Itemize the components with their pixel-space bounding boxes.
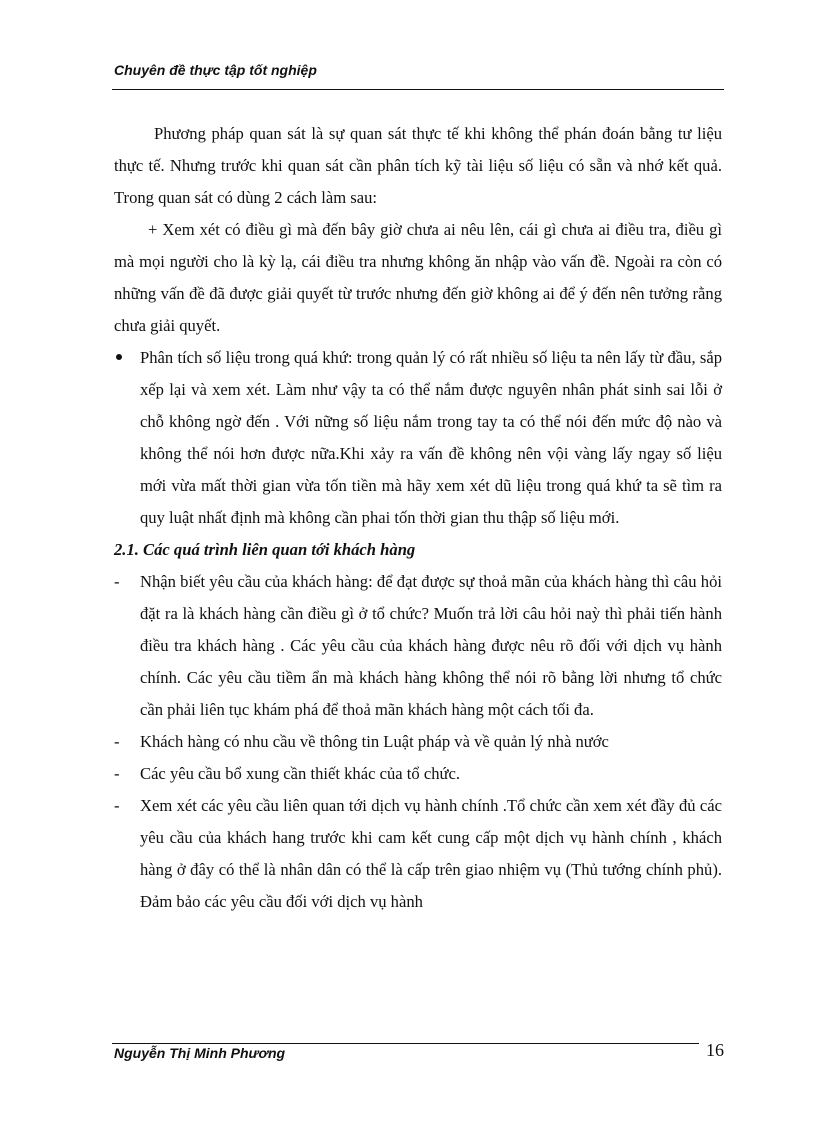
bullet-list-item: [114, 342, 722, 534]
footer-author: Nguyễn Thị Minh Phương: [114, 1045, 286, 1061]
dash-item-text: Các yêu cầu bổ xung cần thiết khác của tổ chức.: [140, 764, 460, 783]
dash-marker: -: [114, 572, 120, 591]
intro-paragraph: Phương pháp quan sát là sự quan sát thực tế khi không thể phán đoán bằng tư liệu thực tế. Nhưng trước khi quan sát cần phân tích kỹ tài liệu số liệu có sẵn và nhớ kết quả. Trong quan sát có dùng 2 cách làm sau:: [114, 124, 722, 207]
dash-list-item: [114, 726, 722, 758]
dash-list-item: [114, 790, 722, 918]
dash-marker: -: [114, 796, 120, 815]
page-number: 16: [706, 1040, 724, 1060]
dash-list-item: [114, 566, 722, 726]
dash-list-item: [114, 758, 722, 790]
dash-marker: -: [114, 732, 120, 751]
dash-item-text: Xem xét các yêu cầu liên quan tới dịch vụ hành chính .Tổ chức cần xem xét đầy đủ các yêu cầu của khách hang trước khi cam kết cung cấp một dịch vụ hành chính , khách hàng ở đây có thể là nhân dân có thể là cấp trên giao nhiệm vụ (Thủ tướng chính phủ). Đảm bảo các yêu cầu đối với dịch vụ hành: [140, 796, 722, 911]
header-divider: [112, 89, 724, 90]
section-heading: 2.1. Các quá trình liên quan tới khách hàng: [114, 540, 416, 559]
plus-item-paragraph: + Xem xét có điều gì mà đến bây giờ chưa ai nêu lên, cái gì chưa ai điều tra, điều gì mà mọi người cho là kỳ lạ, cái điều tra nhưng không ăn nhập vào vấn đề. Ngoài ra còn có những vấn đề đã được giải quyết từ trước nhưng đến giờ không ai để ý đến nên tưởng rằng chưa giải quyết.: [114, 220, 722, 335]
dash-item-text: Nhận biết yêu cầu của khách hàng: để đạt được sự thoả mãn của khách hàng thì câu hỏi đặt ra là khách hàng cần điều gì ở tổ chức? Muốn trả lời câu hỏi naỳ thì phải tiến hành điều tra khách hàng . Các yêu cầu của khách hàng được nêu rõ đối với dịch vụ hành chính. Các yêu cầu tiềm ẩn mà khách hàng không thể nói rõ bằng lời nhưng tổ chức cần phải liên tục khám phá để thoả mãn khách hàng một cách tối đa.: [140, 572, 722, 719]
bullet-item-text: Phân tích số liệu trong quá khứ: trong quản lý có rất nhiều số liệu ta nên lấy từ đầu, sắp xếp lại và xem xét. Làm như vậy ta có thể nắm được nguyên nhân phát sinh sai lỗi ở chỗ không ngờ đến . Với nững số liệu nắm trong tay ta có thể nói đến mức độ nào và không thể nói hơn được nữa.Khi xảy ra vấn đề không nên vội vàng lấy ngay số liệu mới vừa mất thời gian vừa tốn tiền mà hãy xem xét dũ liệu trong quá khứ ta sẽ tìm ra quy luật nhất định mà không cần phai tốn thời gian thu thập số liệu mới.: [140, 348, 722, 527]
footer-divider: [112, 1043, 699, 1044]
dash-marker: -: [114, 764, 120, 783]
running-header-title: Chuyên đề thực tập tốt nghiệp: [114, 62, 317, 78]
page-body: [114, 118, 722, 918]
dash-item-text: Khách hàng có nhu cầu về thông tin Luật pháp và về quản lý nhà nước: [140, 732, 609, 751]
bullet-dot-icon: [114, 342, 134, 374]
